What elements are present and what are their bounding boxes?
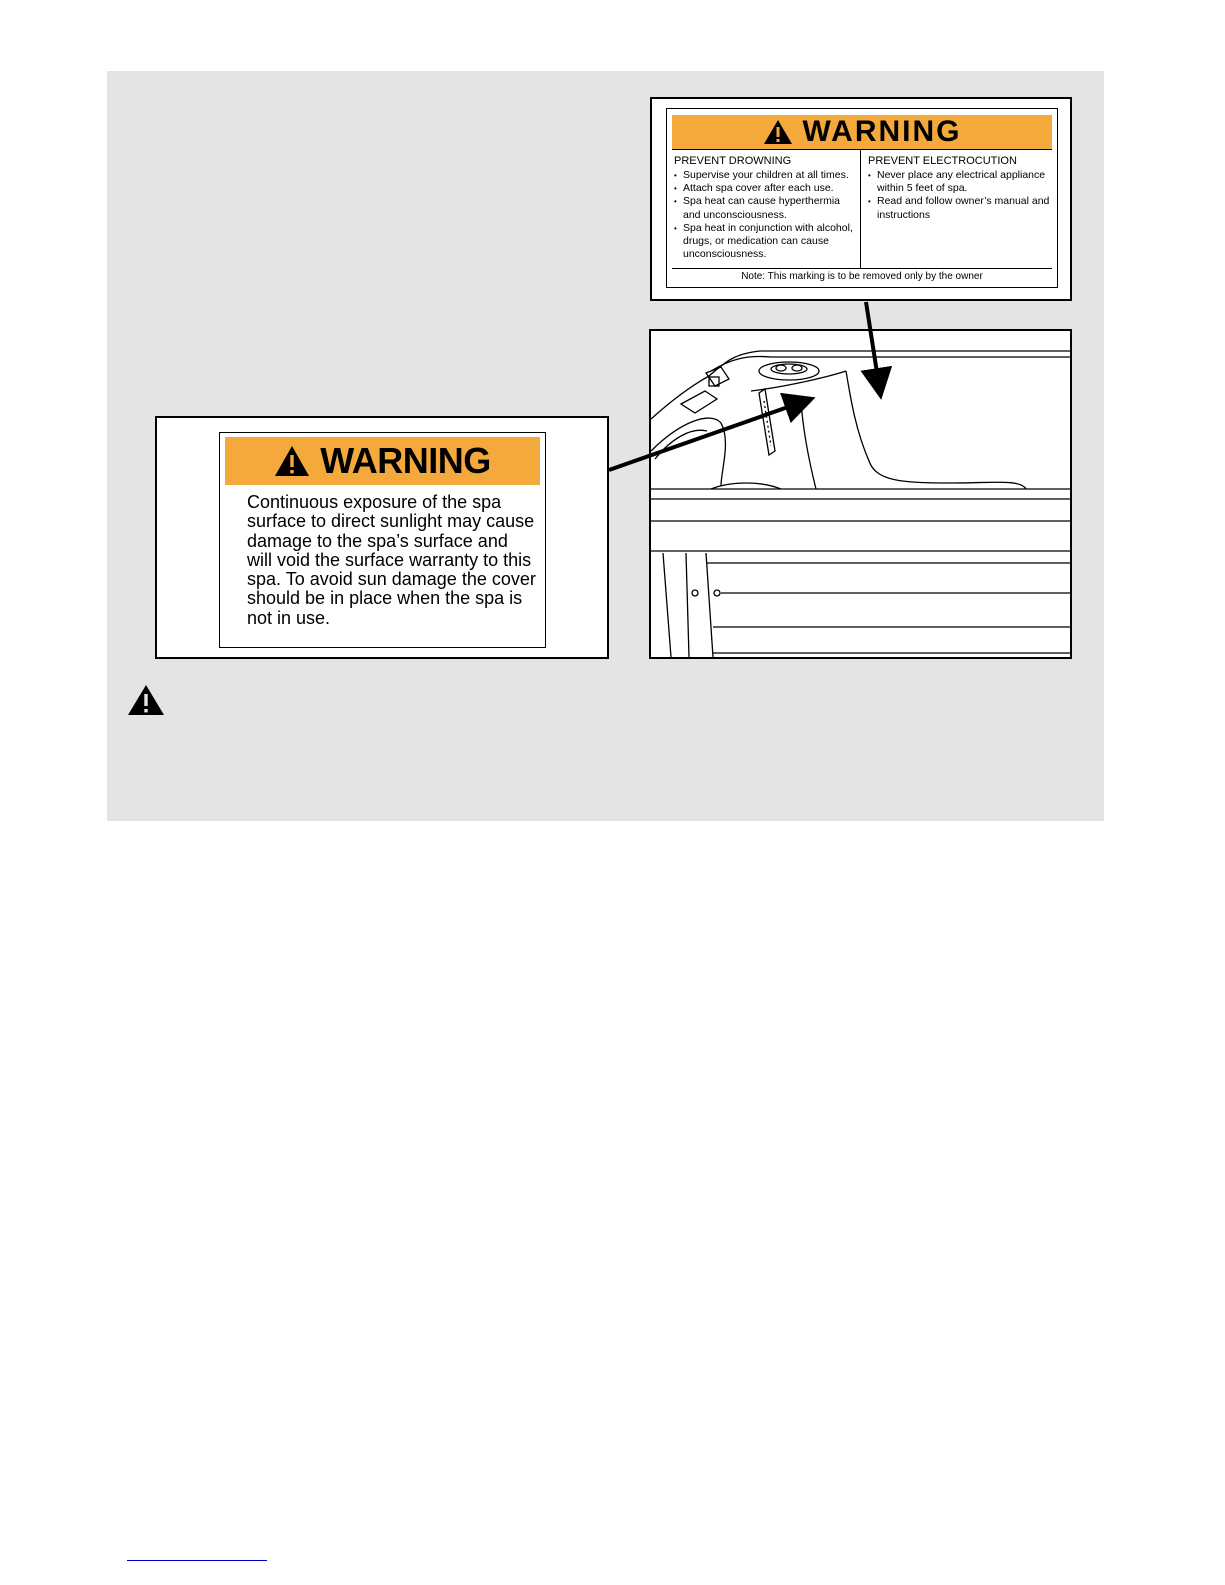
footer-rule — [127, 1560, 267, 1561]
leader-arrow-sun-label — [609, 400, 808, 470]
leader-arrows — [0, 0, 1225, 700]
list-item: • Read and follow owner’s manual and instructions — [868, 195, 1054, 221]
list-item: • Spa heat in conjunction with alcohol, drugs, or medication can cause unconsciousness. — [674, 222, 858, 262]
removal-note: Note: This marking is to be removed only by the owner — [741, 271, 983, 282]
warning-triangle-icon — [127, 684, 165, 716]
electrocution-title: PREVENT ELECTROCUTION — [868, 155, 1017, 167]
leader-arrow-electrocution-label — [866, 302, 880, 392]
list-item: • Supervise your children at all times. — [674, 169, 858, 182]
list-item: • Never place any electrical appliance within 5 feet of spa. — [868, 169, 1054, 195]
warning-heading: WARNING — [802, 115, 962, 148]
drowning-title: PREVENT DROWNING — [674, 155, 792, 167]
list-item: • Attach spa cover after each use. — [674, 182, 858, 195]
list-item: • Spa heat can cause hyperthermia and unconsciousness. — [674, 195, 858, 221]
warning-heading: WARNING — [320, 440, 491, 481]
sun-warning-text: Continuous exposure of the spa surface to direct sunlight may cause damage to the spa’s surface and will void the surface warranty to this spa. To avoid sun damage the cover should be in place when the spa is not in use. — [247, 492, 536, 628]
